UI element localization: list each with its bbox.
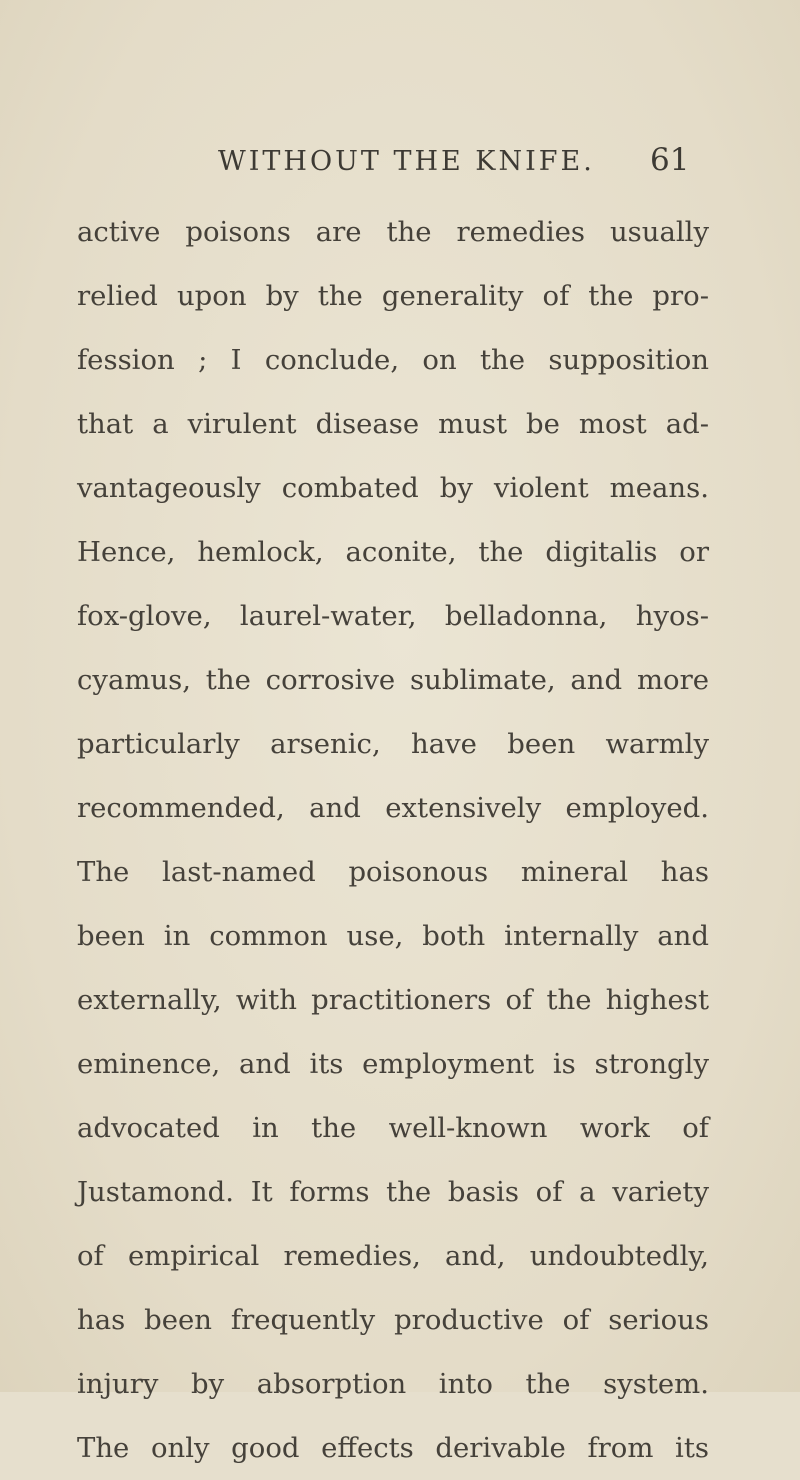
running-head-title: WITHOUT THE KNIFE. xyxy=(218,146,595,177)
text-line: recommended, and extensively employed. xyxy=(77,792,709,824)
text-line: The last-named poisonous mineral has xyxy=(77,856,709,888)
text-line: active poisons are the remedies usually xyxy=(77,216,709,248)
running-head xyxy=(0,142,800,186)
text-line: Hence, hemlock, aconite, the digitalis or xyxy=(77,536,709,568)
text-line: that a virulent disease must be most ad- xyxy=(77,408,709,440)
text-line: fession ; I conclude, on the supposition xyxy=(77,344,709,376)
text-line: been in common use, both internally and xyxy=(77,920,709,952)
text-line: cyamus, the corrosive sublimate, and more xyxy=(77,664,709,696)
text-line: externally, with practitioners of the highest xyxy=(77,984,709,1016)
text-line: fox-glove, laurel-water, belladonna, hyos- xyxy=(77,600,709,632)
page-number: 61 xyxy=(650,142,690,178)
text-line: particularly arsenic, have been warmly xyxy=(77,728,709,760)
text-line: advocated in the well-known work of xyxy=(77,1112,709,1144)
text-line: injury by absorption into the system. xyxy=(77,1368,709,1400)
text-line: has been frequently productive of serious xyxy=(77,1304,709,1336)
text-line: Justamond. It forms the basis of a variety xyxy=(77,1176,709,1208)
text-line: relied upon by the generality of the pro- xyxy=(77,280,709,312)
text-line: vantageously combated by violent means. xyxy=(77,472,709,504)
body-paragraph xyxy=(77,200,709,1480)
text-line: of empirical remedies, and, undoubtedly, xyxy=(77,1240,709,1272)
text-line: eminence, and its employment is strongly xyxy=(77,1048,709,1080)
text-line: The only good effects derivable from its xyxy=(77,1432,709,1464)
